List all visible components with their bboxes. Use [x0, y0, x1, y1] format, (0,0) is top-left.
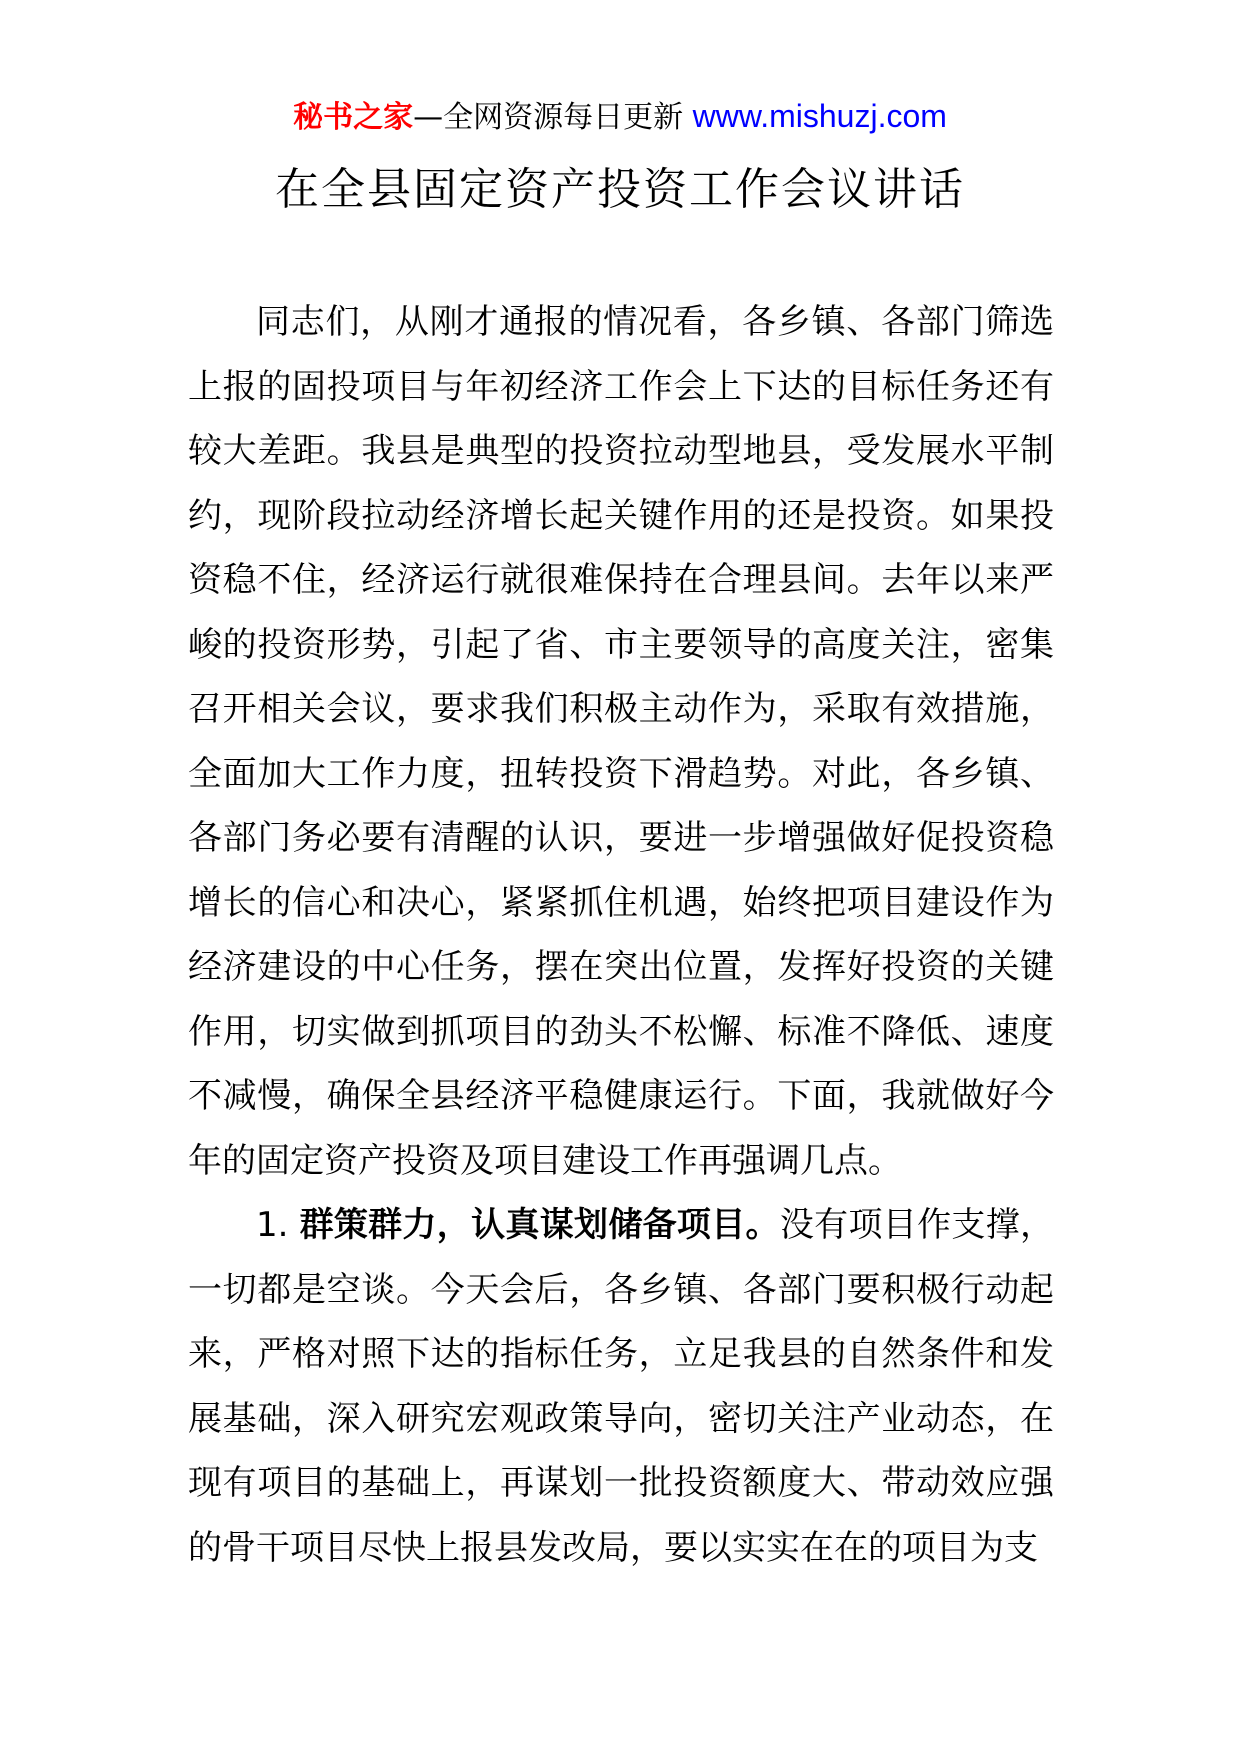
section-text: 没有项目作支撑，一切都是空谈。今天会后，各乡镇、各部门要积极行动起来，严格对照下达的指标任务，立足我县的自然条件和发展基础，深入研究宏观政策导向，密切关注产业动态，在现有项目的基础上，再谋划一批投资额度大、带动效应强的骨干项目尽快上报县发改局，要以实实在在的项目为支: [188, 1205, 1055, 1568]
site-header: [0, 96, 1240, 138]
site-tagline: —全网资源每日更新: [413, 100, 693, 135]
site-url-link[interactable]: www.mishuzj.com: [692, 98, 947, 134]
document-body: [188, 290, 1054, 1580]
document-title: 在全县固定资产投资工作会议讲话: [275, 164, 965, 215]
section-lead: 群策群力，认真谋划储备项目。: [299, 1205, 780, 1245]
section-number: 1.: [256, 1205, 300, 1245]
site-brand: 秘书之家: [293, 100, 414, 135]
paragraph-intro: 同志们，从刚才通报的情况看，各乡镇、各部门筛选上报的固投项目与年初经济工作会上下达的目标任务还有较大差距。我县是典型的投资拉动型地县，受发展水平制约，现阶段拉动经济增长起关键作用的还是投资。如果投资稳不住，经济运行就很难保持在合理县间。去年以来严峻的投资形势，引起了省、市主要领导的高度关注，密集召开相关会议，要求我们积极主动作为，采取有效措施，全面加大工作力度，扭转投资下滑趋势。对此，各乡镇、各部门务必要有清醒的认识，要进一步增强做好促投资稳增长的信心和决心，紧紧抓住机遇，始终把项目建设作为经济建设的中心任务，摆在突出位置，发挥好投资的关键作用，切实做到抓项目的劲头不松懈、标准不降低、速度不减慢，确保全县经济平稳健康运行。下面，我就做好今年的固定资产投资及项目建设工作再强调几点。: [188, 302, 1054, 1181]
paragraph-section-1: [188, 1193, 1054, 1580]
